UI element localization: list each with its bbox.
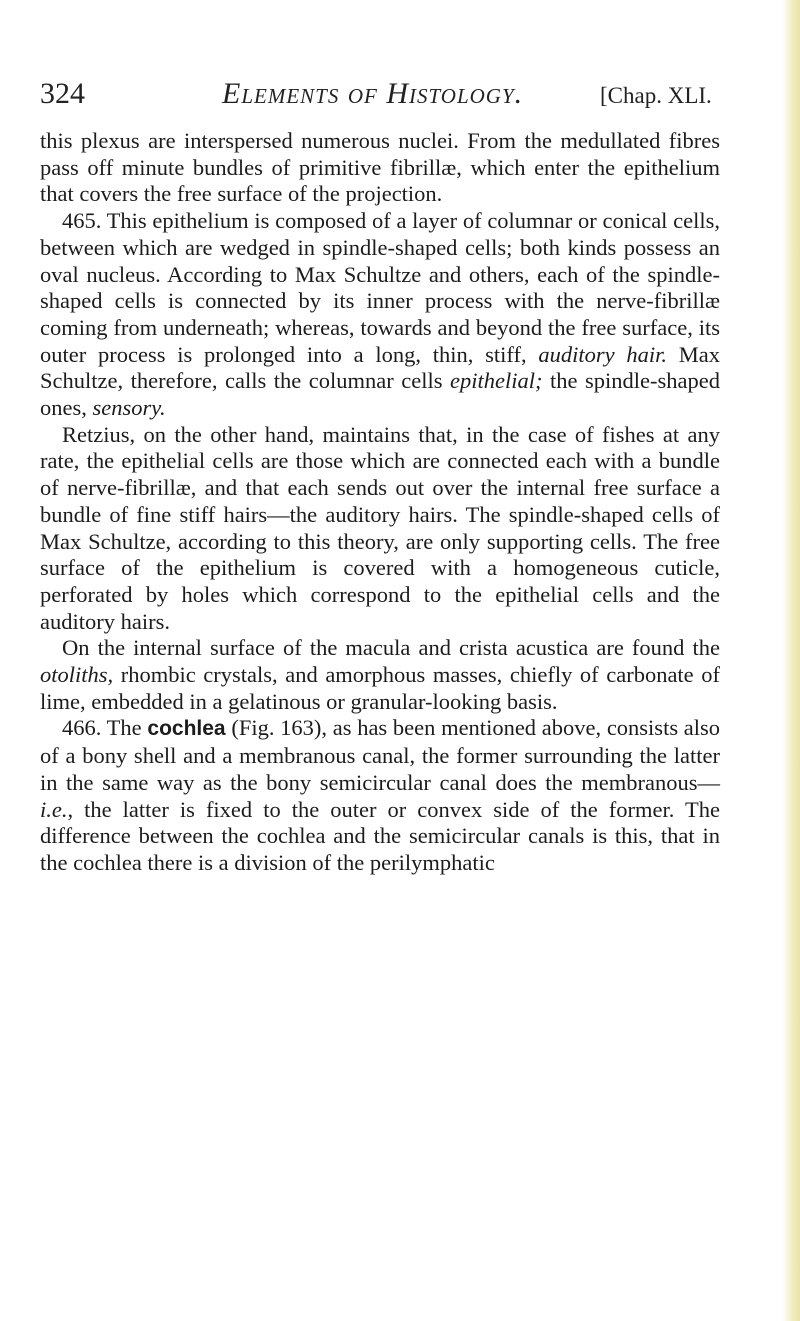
paragraph-text: 466. The: [62, 715, 142, 741]
italic-term-otoliths: otoliths,: [40, 662, 114, 688]
chapter-label: [Chap. XLI.: [600, 83, 712, 108]
paragraph-text: Retzius, on the other hand, maintains that, in the case of fishes at any rate, the epithelial cells are those which are connected each with a bundle of nerve-fibrillæ, and that each sends out over the internal free surface a bundle of fine stiff hairs—the auditory hairs. The spindle-shaped cells of Max Schultze, according to this theory, are only supporting cells. The free surface of the epithelium is covered with a homogeneous cuticle, perforated by holes which correspond to the epithelial cells and the auditory hairs.: [40, 421, 720, 634]
paragraph-text: (Fig. 163), as has been mentioned above, consists also of a bony shell and a membranous canal, the former surrounding the latter in the same way as the bony semicircular canal does the membranous—: [40, 715, 721, 795]
body-text: [40, 128, 720, 877]
running-head: [40, 74, 720, 114]
paragraph-text: 465. This epithelium is composed of a layer of columnar or conical cells, between which are wedged in spindle-shaped cells; both kinds possess an oval nucleus. According to Max Schultze and others, each of the spindle-shaped cells is connected by its inner process with the nerve-fibrillæ coming from underneath; whereas, towards and beyond the free surface, its outer process is prolonged into a long, thin, stiff,: [40, 208, 720, 367]
page-number: 324: [40, 77, 85, 110]
paragraph-continuation: [40, 128, 720, 208]
bold-term-cochlea: cochlea: [147, 717, 226, 741]
page-edge-stain: [782, 0, 800, 1321]
paragraph-465: [40, 208, 720, 422]
italic-term-auditory-hair: auditory hair.: [538, 341, 668, 367]
paragraph-text: rhombic crystals, and amorphous masses, chiefly of carbonate of lime, embedded in a gelatinous or granular-looking basis.: [40, 662, 721, 714]
paragraph-text: On the internal surface of the macula and crista acustica are found the: [62, 635, 720, 661]
italic-term-ie: i.e.: [40, 796, 68, 822]
paragraph-retzius: [40, 422, 720, 636]
paragraph-text: this plexus are interspersed numerous nuclei. From the medullated fibres pass off minute bundles of primitive fibrillæ, which enter the epithelium that covers the free surface of the projection.: [40, 128, 720, 207]
paragraph-466: [40, 715, 720, 876]
paragraph-text: the spindle-shaped ones,: [40, 368, 720, 421]
paragraph-otoliths: [40, 635, 720, 715]
paragraph-text: Max Schultze, therefore, calls the columnar cells: [40, 341, 721, 394]
italic-term-epithelial: epithelial;: [450, 368, 543, 394]
italic-term-sensory: sensory.: [92, 395, 166, 421]
book-title: Elements of Histology.: [222, 77, 524, 110]
paragraph-text: , the latter is fixed to the outer or convex side of the former. The difference between the cochlea and the semicircular canals is this, that in the cochlea there is a division of the perilymphatic: [40, 796, 720, 875]
